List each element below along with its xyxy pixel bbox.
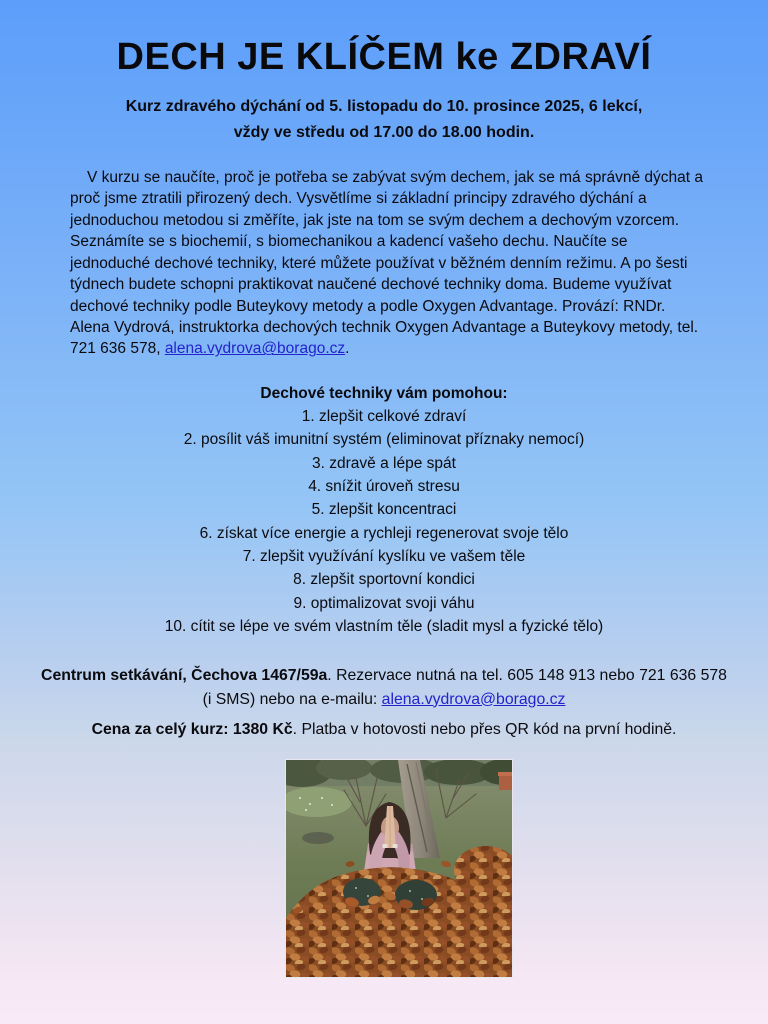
benefit-item: 5. zlepšit koncentraci	[311, 501, 457, 519]
benefit-item: 8. zlepšit sportovní kondici	[293, 571, 475, 589]
payment-text: . Platba v hotovosti nebo přes QR kód na první hodině.	[292, 720, 677, 738]
benefit-item: 9. optimalizovat svoji váhu	[293, 594, 475, 612]
benefit-item: 7. zlepšit využívání kyslíku ve vašem těle	[242, 548, 526, 566]
intro-paragraph	[70, 167, 706, 360]
schedule-dates-line: Kurz zdravého dýchání od 5. listopadu do 10. prosince 2025, 6 lekcí,	[125, 98, 643, 115]
course-schedule	[0, 94, 768, 147]
venue-name: Centrum setkávání, Čechova 1467/59a	[41, 667, 328, 685]
page-title: DECH JE KLÍČEM ke ZDRAVÍ	[116, 36, 652, 78]
schedule-time-line: vždy ve středu od 17.00 do 18.00 hodin.	[233, 124, 535, 142]
reservation-text: . Rezervace nutná na tel. 605 148 913 nebo 721 636 578 (i SMS) nebo na e-mailu:	[202, 667, 727, 708]
course-photo	[285, 759, 513, 978]
benefit-item: 10. cítit se lépe ve svém vlastním těle (sladit mysl a fyzické tělo)	[164, 617, 604, 635]
benefit-item: 6. získat více energie a rychleji regenerovat svoje tělo	[199, 524, 569, 542]
contact-info	[39, 664, 729, 741]
price-text: Cena za celý kurz: 1380 Kč	[91, 720, 293, 738]
benefit-item: 1. zlepšit celkové zdraví	[301, 408, 467, 426]
reservation-line	[39, 664, 729, 710]
email-link[interactable]: alena.vydrova@borago.cz	[164, 340, 346, 358]
meditation-in-leaves-photo	[286, 760, 512, 977]
benefit-item: 2. posílit váš imunitní systém (eliminovat příznaky nemocí)	[183, 431, 585, 449]
intro-text: V kurzu se naučíte, proč je potřeba se zabývat svým dechem, jak se má správně dýchat a proč jsme ztratili přirozený dech. Vysvětlíme si základní principy zdravého dýchání a jednoduchou metodou si změříte, jak jste na tom se svým dechem a dechovým vzorcem. Seznámíte se s biochemií, s biomechanikou a kadencí vašeho dechu. Naučíte se jednoduché dechové techniky, které můžete používat v běžném denním režimu. A po šesti týdnech budete schopni praktikovat naučené dechové techniky doma. Budeme využívat dechové techniky podle Buteykovy metody a podle Oxygen Advantage. Provází: RNDr. Alena Vydrová, instruktorka dechových technik Oxygen Advantage a Buteykovy metody, tel. 721 636 578,	[70, 168, 703, 358]
price-line	[39, 718, 729, 741]
benefits-section	[0, 382, 768, 638]
contact-email-link[interactable]: alena.vydrova@borago.cz	[381, 690, 566, 708]
benefits-heading: Dechové techniky vám pomohou:	[260, 384, 508, 402]
benefit-item: 4. snížit úroveň stresu	[308, 478, 460, 496]
intro-period: .	[345, 340, 350, 358]
benefit-item: 3. zdravě a lépe spát	[312, 454, 456, 472]
